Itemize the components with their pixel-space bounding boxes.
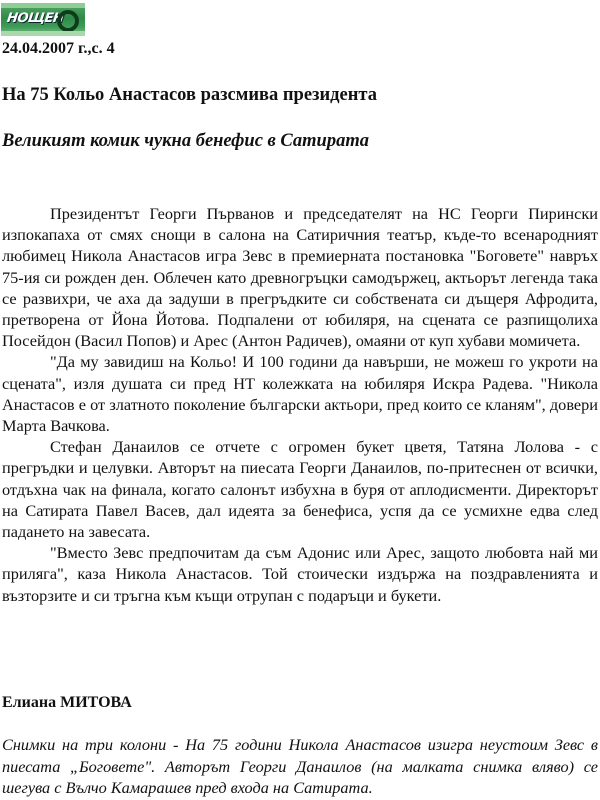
logo-band-top [1,3,85,8]
date-line: 24.04.2007 г.,с. 4 [2,40,115,57]
newspaper-logo [1,3,85,36]
article-title: На 75 Кольо Анастасов разсмива президента [2,85,377,105]
paragraph: "Да му завидиш на Кольо! И 100 години да навърши, не можеш го укроти на сцената", изля душата си пред НТ колежката на юбиляря Искра Радева. "Никола Анастасов е от златното поколение български актьори, пред които се кланям", довери Марта Вачкова. [2,352,598,436]
photo-caption: Снимки на три колони - На 75 години Никола Анастасов изигра неустоим Зевс в пиесата „Боговете". Авторът Георги Данаилов (на малката снимка вляво) се шегува с Вълчо Камарашев пред входа на Сатирата. [2,735,598,797]
logo-text: НОЩЕН [5,11,65,26]
logo-ring-icon [57,10,79,32]
logo-band-bottom [1,31,85,36]
paragraph: "Вместо Зевс предпочитам да съм Адонис или Арес, защото любовта най ми приляга", каза Никола Анастасов. Той стоически издържа на поздравленията и възторзите и си тръгна към къщи отрупан с подаръци и букети. [2,543,598,605]
author-byline: Елиана МИТОВА [2,694,132,711]
article-subtitle: Великият комик чукна бенефис в Сатирата [2,131,369,151]
article-body [2,203,598,606]
paragraph: Президентът Георги Първанов и председателят на НС Георги Пирински изпокапаха от смях снощи в салона на Сатиричния театър, къде-то всенародният любимец Никола Анастасов игра Зевс в премиерната постановка "Боговете" навръх 75-ия си рожден ден. Облечен като древногръцки самодържец, актьорът легенда така се развихри, че аха да задуши в прегръдките си собствената си дъщеря Афродита, претворена от Йона Йотова. Подпалени от юбиляря, на сцената се разпищолиха Посейдон (Васил Попов) и Арес (Антон Радичев), омаяни от куп хубави момичета. [2,204,598,351]
paragraph: Стефан Данаилов се отчете с огромен букет цветя, Татяна Лолова - с прегръдки и целувки. Авторът на пиесата Георги Данаилов, по-притеснен от всички, отдъхна чак на финала, когато салонът избухна в буря от аплодисменти. Директорът на Сатирата Павел Васев, дал идеята за бенефиса, успя да се усмихне едва след падането на завесата. [2,437,598,542]
